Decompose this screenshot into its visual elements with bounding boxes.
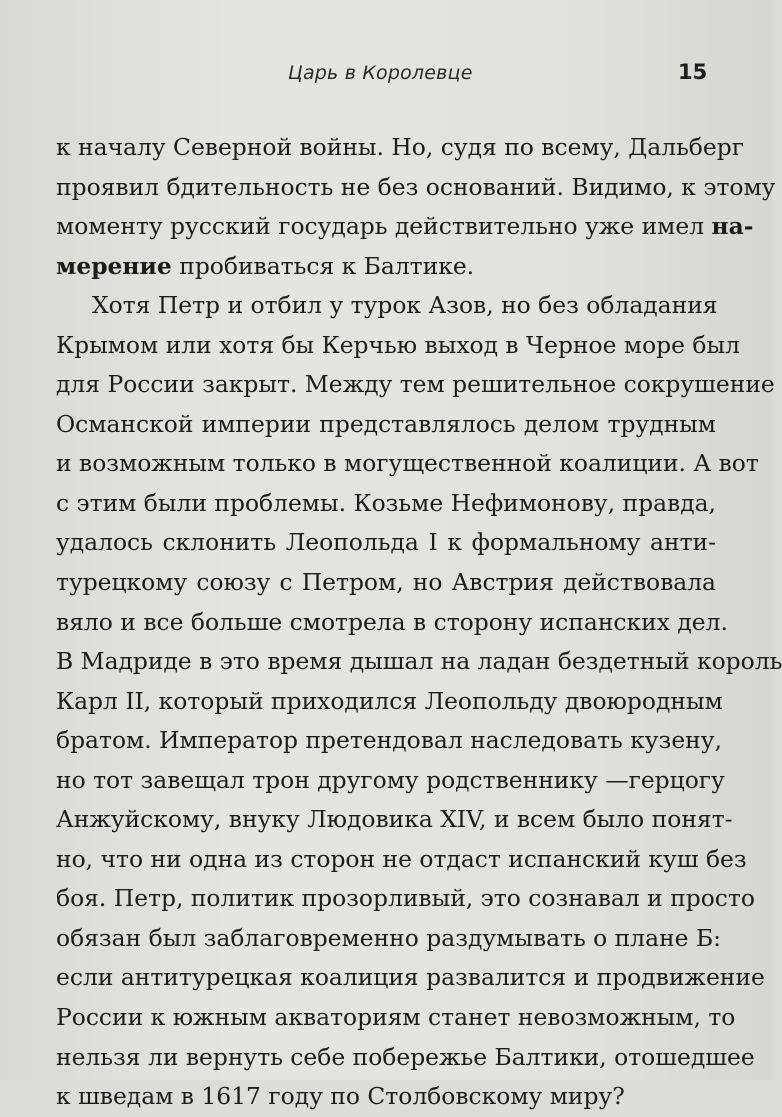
paragraph	[56, 128, 776, 286]
text-line: обязан был заблаговременно раздумывать о плане Б:	[56, 923, 722, 952]
text-line: России к южным акваториям станет невозможным, то	[56, 1003, 736, 1032]
text-line: удалось склонить Леопольда I к формальному анти-	[56, 528, 716, 557]
text-line: Карл II, который приходился Леопольду двоюродным	[56, 686, 723, 715]
text-line: Османской империи представлялось делом трудным	[56, 409, 716, 438]
running-title: Царь в Королевце	[288, 62, 473, 84]
text-line	[56, 207, 754, 247]
paragraph	[56, 286, 782, 1116]
text-line: нельзя ли вернуть себе побережье Балтики, отошедшее	[56, 1042, 755, 1071]
text-segment: пробиваться к Балтике.	[179, 251, 475, 280]
emphasized-word: на-	[711, 212, 754, 241]
page-header	[0, 62, 772, 92]
text-line: проявил бдительность не без оснований. Видимо, к этому	[56, 172, 776, 201]
text-line: к началу Северной войны. Но, судя по всему, Дальберг	[56, 133, 744, 161]
text-line	[56, 247, 716, 287]
text-line: к шведам в 1617 году по Столбовскому миру?	[56, 1082, 625, 1111]
text-line: но тот завещал трон другому родственнику —герцогу	[56, 765, 725, 794]
text-line: и возможным только в могущественной коалиции. А вот	[56, 449, 759, 478]
text-segment: моменту русский государь действительно уже имел	[56, 212, 705, 241]
text-line: Анжуйскому, внуку Людовика XIV, и всем было понят-	[56, 805, 733, 834]
text-line: Крымом или хотя бы Керчью выход в Черное море был	[56, 330, 740, 359]
text-line: боя. Петр, политик прозорливый, это сознавал и просто	[56, 884, 755, 913]
text-line: если антитурецкая коалиция развалится и продвижение	[56, 963, 765, 992]
emphasized-word: мерение	[56, 251, 172, 280]
text-line: вяло и все больше смотрела в сторону испанских дел.	[56, 607, 728, 636]
text-line: для России закрыт. Между тем решительное сокрушение	[56, 370, 775, 399]
text-line: Хотя Петр и отбил у турок Азов, но без обладания	[92, 291, 718, 320]
text-line: но, что ни одна из сторон не отдаст испанский куш без	[56, 844, 747, 873]
page-number: 15	[678, 60, 708, 84]
body-text	[56, 128, 782, 1117]
text-line: турецкому союзу с Петром, но Австрия действовала	[56, 568, 716, 597]
text-line: братом. Император претендовал наследовать кузену,	[56, 726, 722, 755]
text-line: В Мадриде в это время дышал на ладан бездетный король	[56, 647, 782, 676]
text-line: с этим были проблемы. Козьме Нефимонову, правда,	[56, 488, 716, 517]
